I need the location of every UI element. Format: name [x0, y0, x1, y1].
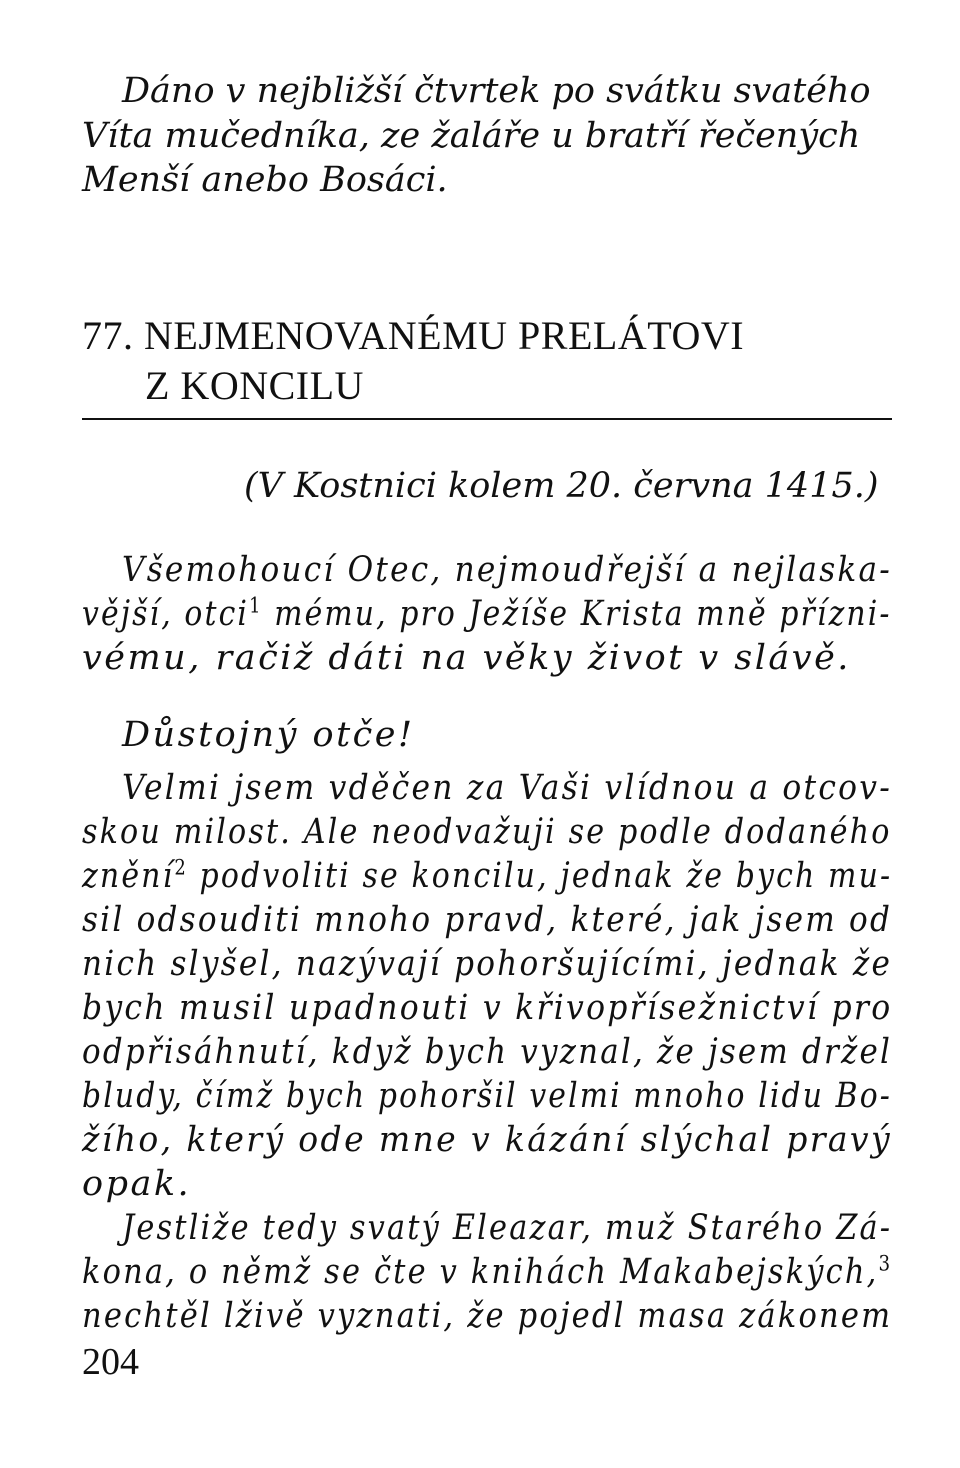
letter-number: 77. — [82, 313, 134, 358]
footnote-marker-1: 1 — [249, 593, 263, 618]
intro-line-2: Víta mučedníka, ze žaláře u bratří řečených — [82, 116, 861, 156]
address: Důstojný otče! — [122, 715, 415, 755]
paragraph-1-line-3-end: podvoliti se koncilu, jednak že bych mu- — [187, 856, 893, 896]
intro-line-3: Menší anebo Bosáci. — [82, 160, 448, 200]
letter-heading-line-1 — [82, 314, 744, 358]
paragraph-2-line-2 — [82, 1250, 892, 1294]
paragraph-1-line-3 — [82, 854, 892, 898]
dateline: (V Kostnici kolem 20. června 1415.) — [244, 466, 879, 506]
paragraph-1-line-3-start: znění — [82, 856, 175, 896]
salutation-line-2 — [82, 592, 892, 636]
intro-line-1: Dáno v nejbližší čtvrtek po svátku svatého — [122, 71, 871, 111]
paragraph-2-line-1: Jestliže tedy svatý Eleazar, muž Starého Zá- — [122, 1208, 893, 1248]
page-number: 204 — [82, 1341, 139, 1383]
heading-rule — [82, 418, 892, 420]
letter-heading-line-2: Z KONCILU — [145, 363, 364, 408]
footnote-marker-2: 2 — [174, 855, 188, 880]
paragraph-1-line-10: opak. — [82, 1164, 192, 1204]
paragraph-2-line-2-text: kona, o němž se čte v knihách Makabejských, — [82, 1252, 879, 1292]
paragraph-1-line-7: odpřisáhnutí, když bych vyznal, že jsem držel — [82, 1032, 893, 1072]
paragraph-1-line-6: bych musil upadnouti v křivopřísežnictví pro — [82, 988, 893, 1028]
salutation-line-2-start: vější, otci — [82, 594, 250, 634]
salutation-line-1: Všemohoucí Otec, nejmoudřejší a nejlaska- — [122, 550, 892, 590]
paragraph-1-line-8: bludy, čímž bych pohoršil velmi mnoho lidu Bo- — [82, 1076, 892, 1116]
footnote-marker-3: 3 — [878, 1251, 893, 1276]
paragraph-1-line-5: nich slyšel, nazývají pohoršujícími, jednak že — [82, 944, 893, 984]
salutation-line-2-end: mému, pro Ježíše Krista mně přízni- — [262, 594, 892, 634]
paragraph-1-line-1: Velmi jsem vděčen za Vaši vlídnou a otcov- — [122, 768, 893, 808]
salutation-line-3: vému, račiž dáti na věky život v slávě. — [82, 638, 851, 678]
letter-heading-title: NEJMENOVANÉMU PRELÁTOVI — [144, 313, 745, 358]
paragraph-2-line-3: nechtěl lživě vyznati, že pojedl masa zákonem — [82, 1296, 893, 1336]
paragraph-1-line-2: skou milost. Ale neodvažuji se podle dodaného — [82, 812, 892, 852]
paragraph-1-line-4: sil odsouditi mnoho pravd, které, jak jsem od — [82, 900, 893, 940]
paragraph-1-line-9: žího, který ode mne v kázání slýchal pravý — [82, 1120, 892, 1160]
